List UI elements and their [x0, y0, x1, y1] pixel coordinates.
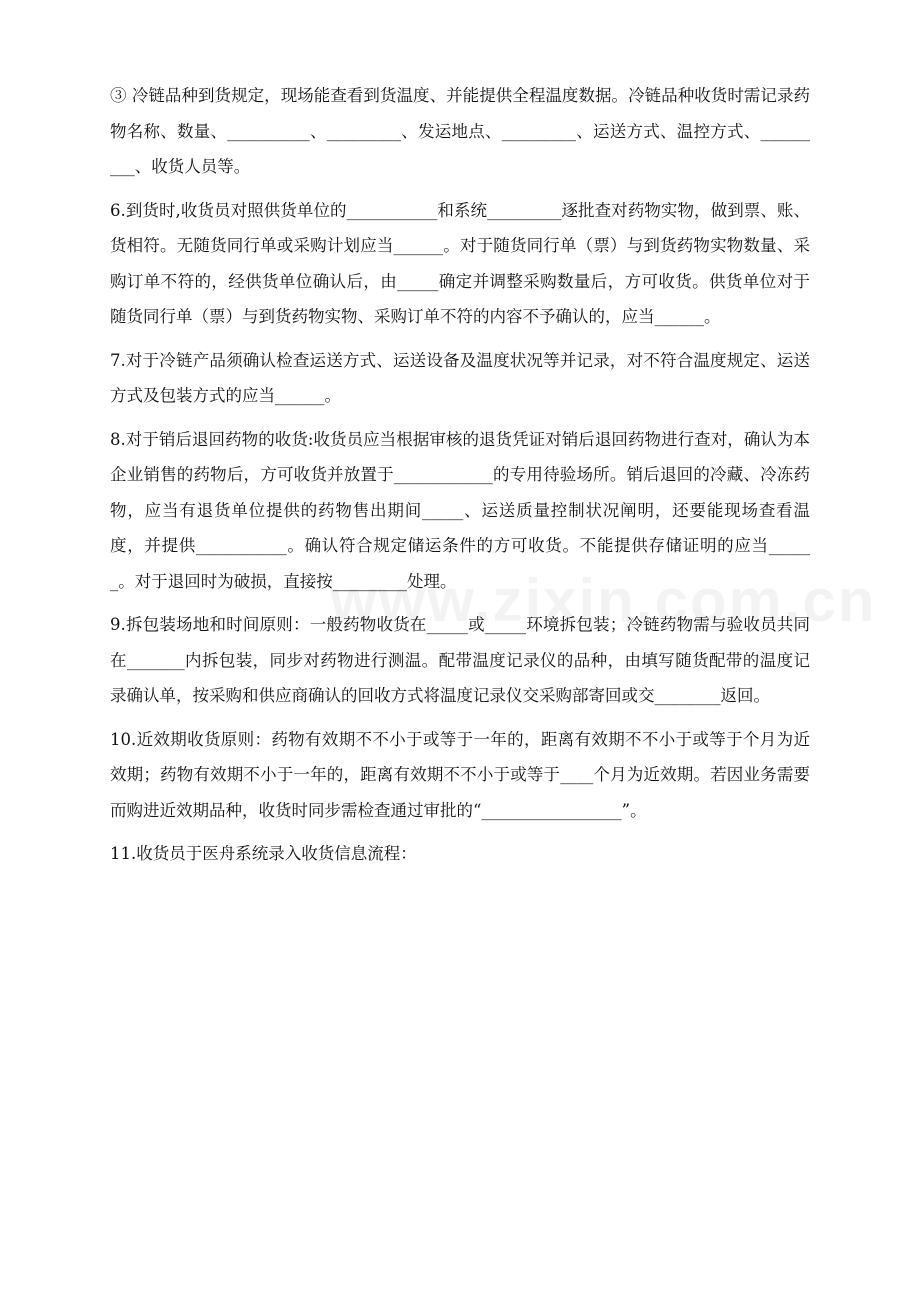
paragraph-item-9: 9.拆包装场地和时间原则：一般药物收货在_____或_____环境拆包装；冷链药物需与验收员共同在_______内拆包装，同步对药物进行测温。配带温度记录仪的品种，由填写随货配带的温度记录确认单，按采购和供应商确认的回收方式将温度记录仪交采购部寄回或交________返回。 — [110, 615, 810, 705]
paragraph-item-10: 10.近效期收货原则：药物有效期不不小于或等于一年的，距离有效期不不小于或等于个月为近效期；药物有效期不小于一年的，距离有效期不不小于或等于____个月为近效期。若因业务需要而购进近效期品种，收货时同步需检查通过审批的“_________________”。 — [110, 729, 810, 820]
paragraph-cold-chain: ③ 冷链品种到货规定，现场能查看到货温度、并能提供全程温度数据。冷链品种收货时需记录药物名称、数量、__________、_________、发运地点、_________、运送方式、温控方式、_________、收货人员等。 — [110, 86, 810, 176]
document-body — [110, 78, 810, 880]
paragraph-item-7: 7.对于冷链产品须确认检查运送方式、运送设备及温度状况等并记录，对不符合温度规定、运送方式及包装方式的应当______。 — [110, 350, 810, 405]
paragraph-item-11: 11.收货员于医舟系统录入收货信息流程： — [110, 844, 417, 863]
paragraph-item-8: 8.对于销后退回药物的收货:收货员应当根据审核的退货凭证对销后退回药物进行查对，确认为本企业销售的药物后，方可收货并放置于____________的专用待验场所。销后退回的冷藏、冷冻药物，应当有退货单位提供的药物售出期间_____、运送质量控制状况阐明，还要能现场查看温度，并提供___________。确认符合规定储运条件的方可收货。不能提供存储证明的应当______。对于退回时为破损，直接按_________处理。 — [110, 429, 810, 591]
paragraph-item-6: 6.到货时,收货员对照供货单位的___________和系统_________逐批查对药物实物，做到票、账、货相符。无随货同行单或采购计划应当______。对于随货同行单（票）与到货药物实物数量、采购订单不符的，经供货单位确认后，由_____确定并调整采购数量后，方可收货。供货单位对于随货同行单（票）与到货药物实物、采购订单不符的内容不予确认的，应当______。 — [110, 200, 810, 326]
